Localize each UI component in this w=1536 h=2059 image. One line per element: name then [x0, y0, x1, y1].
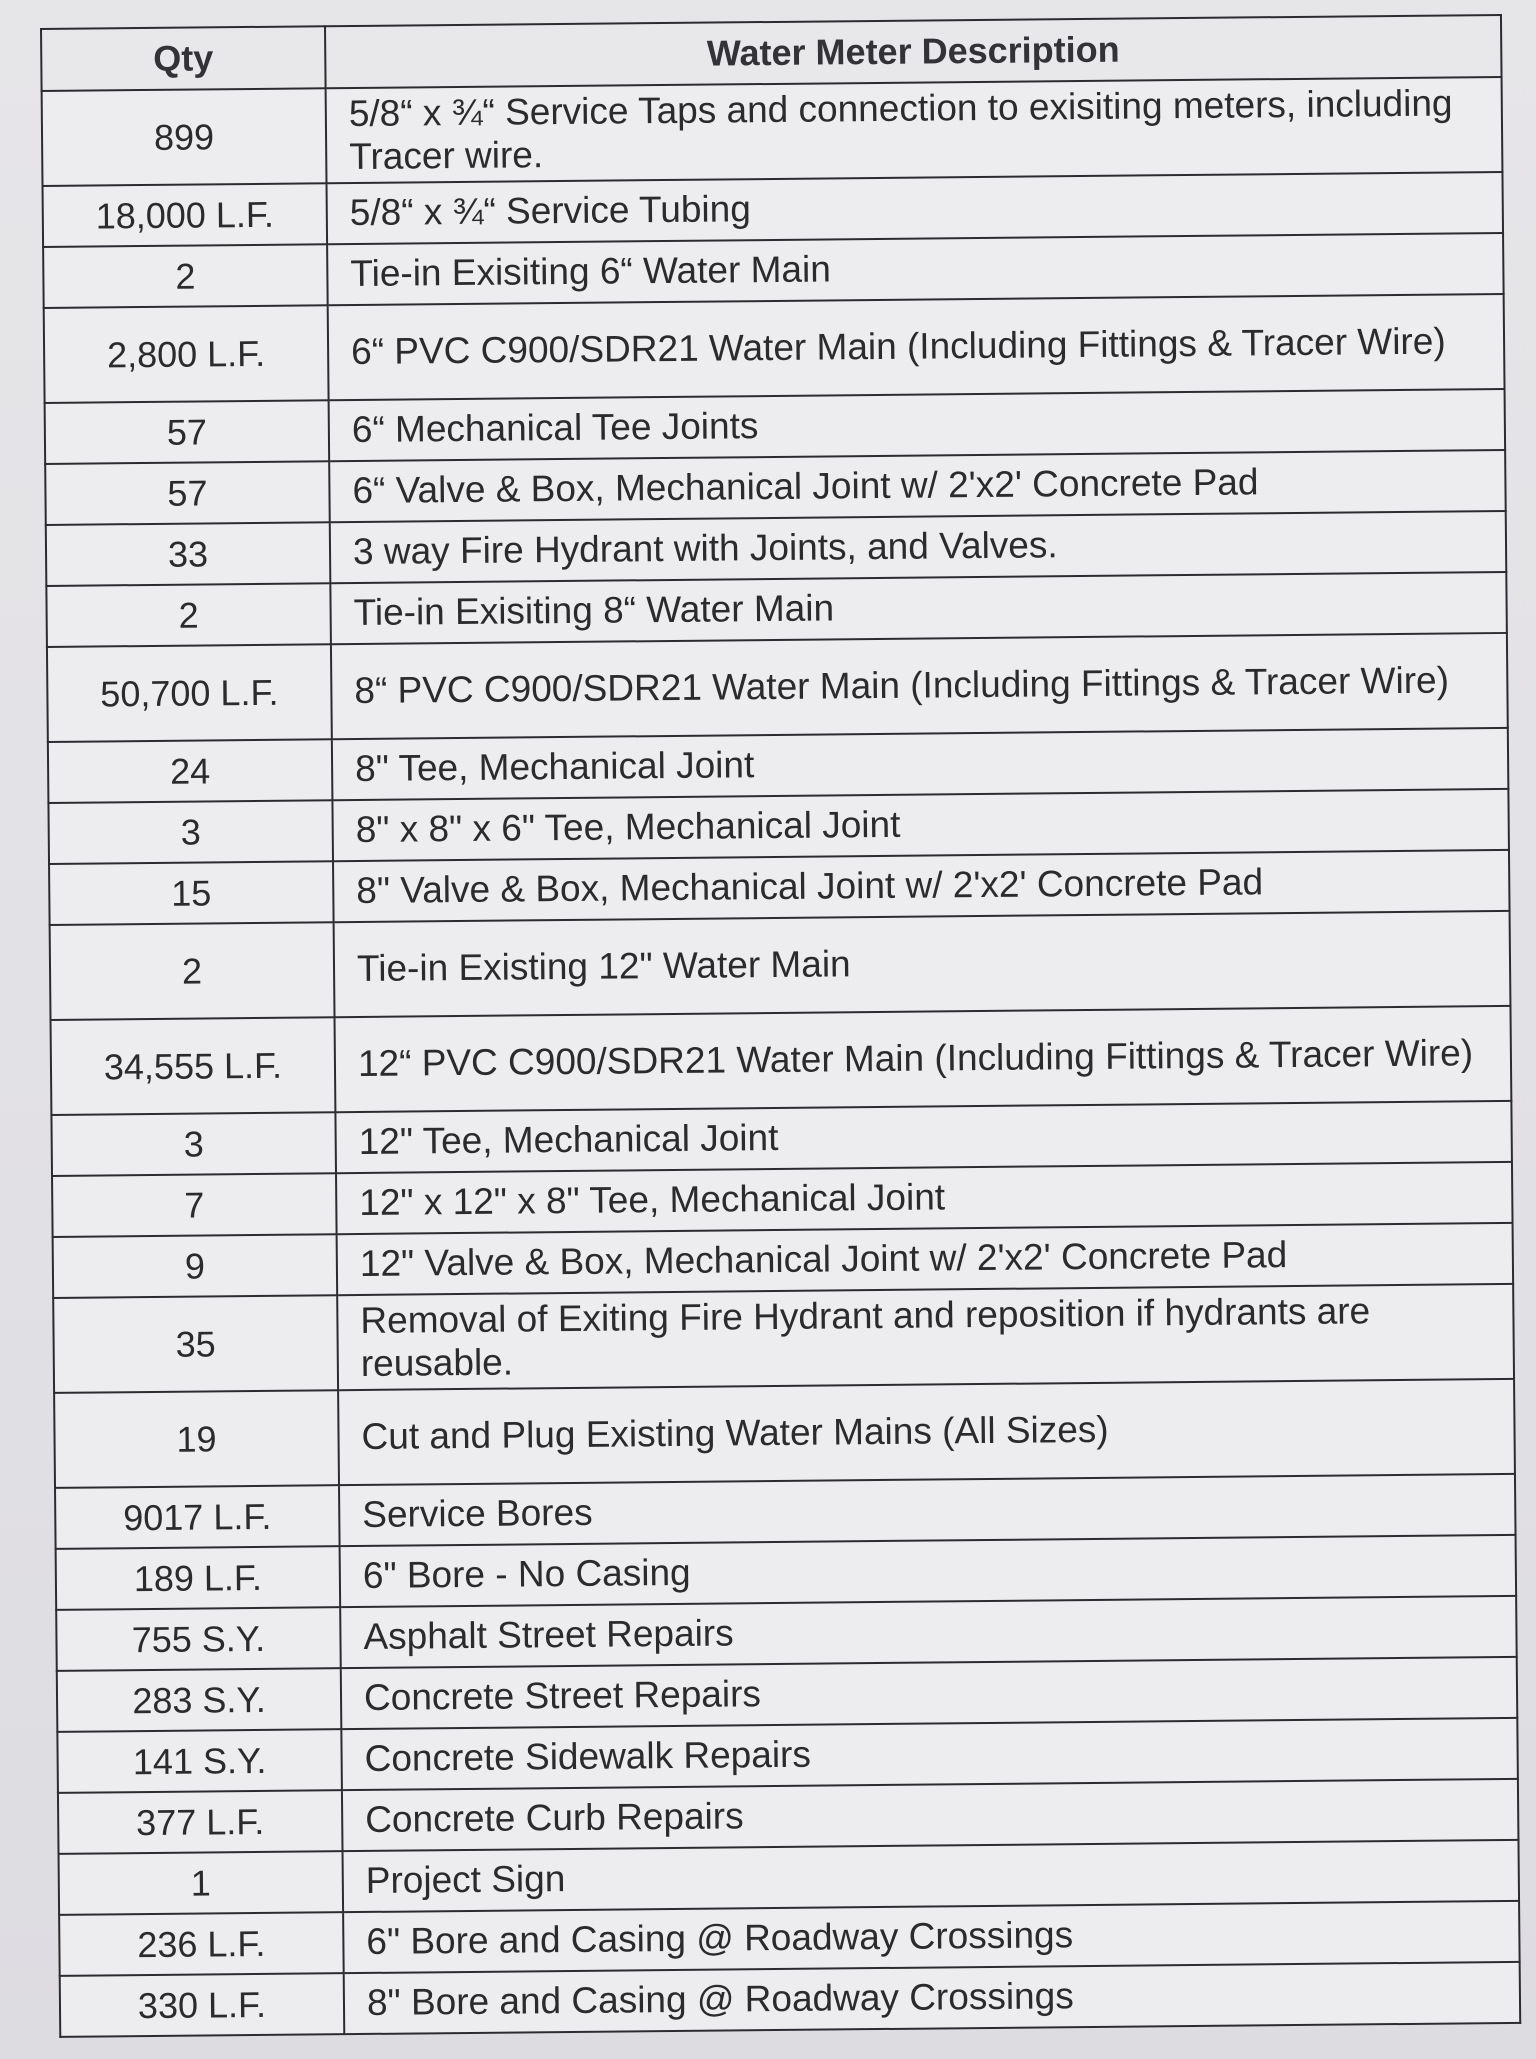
- qty-cell: 7: [52, 1173, 337, 1237]
- water-meter-table: [40, 14, 1521, 2038]
- description-cell: 6“ PVC C900/SDR21 Water Main (Including Fittings & Tracer Wire): [328, 294, 1505, 400]
- table-row: [44, 294, 1505, 403]
- description-cell: 6“ Mechanical Tee Joints: [329, 389, 1506, 461]
- description-cell: Concrete Curb Repairs: [342, 1779, 1519, 1851]
- description-cell: 8" x 8" x 6" Tee, Mechanical Joint: [332, 789, 1509, 861]
- description-cell: Project Sign: [343, 1840, 1520, 1912]
- qty-cell: 57: [45, 461, 330, 525]
- qty-column-header: Qty: [41, 26, 326, 91]
- qty-cell: 2: [46, 583, 331, 647]
- qty-cell: 330 L.F.: [60, 1973, 345, 2037]
- qty-cell: 755 S.Y.: [56, 1607, 341, 1671]
- qty-cell: 35: [53, 1295, 338, 1393]
- table-row: [50, 911, 1511, 1020]
- qty-cell: 1: [59, 1851, 344, 1915]
- description-cell: 6“ Valve & Box, Mechanical Joint w/ 2'x2' Concrete Pad: [329, 450, 1506, 522]
- description-cell: Tie-in Exisiting 8“ Water Main: [330, 572, 1507, 644]
- qty-cell: 2,800 L.F.: [44, 305, 329, 403]
- qty-cell: 2: [50, 922, 335, 1020]
- qty-cell: 9: [53, 1234, 338, 1298]
- description-cell: 3 way Fire Hydrant with Joints, and Valves.: [330, 511, 1507, 583]
- qty-cell: 377 L.F.: [58, 1790, 343, 1854]
- description-cell: Tie-in Existing 12" Water Main: [334, 911, 1511, 1017]
- description-cell: 8“ PVC C900/SDR21 Water Main (Including Fittings & Tracer Wire): [331, 633, 1508, 739]
- description-cell: 8" Valve & Box, Mechanical Joint w/ 2'x2' Concrete Pad: [333, 850, 1510, 922]
- description-column-header: Water Meter Description: [325, 15, 1502, 88]
- qty-cell: 34,555 L.F.: [51, 1017, 336, 1115]
- document-sheet: [40, 14, 1521, 2043]
- qty-cell: 2: [43, 244, 328, 308]
- table-row: [42, 77, 1503, 186]
- description-cell: Concrete Sidewalk Repairs: [341, 1718, 1518, 1790]
- description-cell: Service Bores: [339, 1474, 1516, 1546]
- qty-cell: 24: [48, 739, 333, 803]
- table-row: [51, 1006, 1512, 1115]
- qty-cell: 283 S.Y.: [57, 1668, 342, 1732]
- description-cell: 6" Bore and Casing @ Roadway Crossings: [343, 1901, 1520, 1973]
- description-cell: 8" Tee, Mechanical Joint: [332, 728, 1509, 800]
- qty-cell: 3: [48, 800, 333, 864]
- qty-cell: 236 L.F.: [59, 1912, 344, 1976]
- qty-cell: 50,700 L.F.: [47, 644, 332, 742]
- qty-cell: 899: [42, 88, 327, 186]
- description-cell: 12" x 12" x 8" Tee, Mechanical Joint: [336, 1162, 1513, 1234]
- description-cell: 12" Tee, Mechanical Joint: [335, 1101, 1512, 1173]
- description-cell: Asphalt Street Repairs: [340, 1596, 1517, 1668]
- table-body: [42, 77, 1521, 2037]
- table-row: [47, 633, 1508, 742]
- qty-cell: 3: [51, 1112, 336, 1176]
- description-cell: 5/8“ x ¾“ Service Taps and connection to exisiting meters, including Tracer wire.: [326, 77, 1503, 183]
- table-row: [54, 1379, 1515, 1488]
- qty-cell: 57: [45, 400, 330, 464]
- description-cell: Concrete Street Repairs: [341, 1657, 1518, 1729]
- description-cell: Cut and Plug Existing Water Mains (All Sizes): [338, 1379, 1515, 1485]
- qty-cell: 189 L.F.: [56, 1546, 341, 1610]
- description-cell: 5/8“ x ¾“ Service Tubing: [327, 172, 1504, 244]
- qty-cell: 141 S.Y.: [57, 1729, 342, 1793]
- qty-cell: 33: [46, 522, 331, 586]
- qty-cell: 15: [49, 861, 334, 925]
- description-cell: Removal of Exiting Fire Hydrant and reposition if hydrants are reusable.: [337, 1284, 1514, 1390]
- qty-cell: 18,000 L.F.: [43, 183, 328, 247]
- description-cell: 6" Bore - No Casing: [340, 1535, 1517, 1607]
- table-row: [53, 1284, 1514, 1393]
- qty-cell: 19: [54, 1390, 339, 1488]
- description-cell: 12" Valve & Box, Mechanical Joint w/ 2'x2' Concrete Pad: [337, 1223, 1514, 1295]
- description-cell: 12“ PVC C900/SDR21 Water Main (Including Fittings & Tracer Wire): [335, 1006, 1512, 1112]
- qty-cell: 9017 L.F.: [55, 1485, 340, 1549]
- description-cell: 8" Bore and Casing @ Roadway Crossings: [344, 1962, 1521, 2034]
- description-cell: Tie-in Exisiting 6“ Water Main: [327, 233, 1504, 305]
- table-row: [60, 1962, 1521, 2037]
